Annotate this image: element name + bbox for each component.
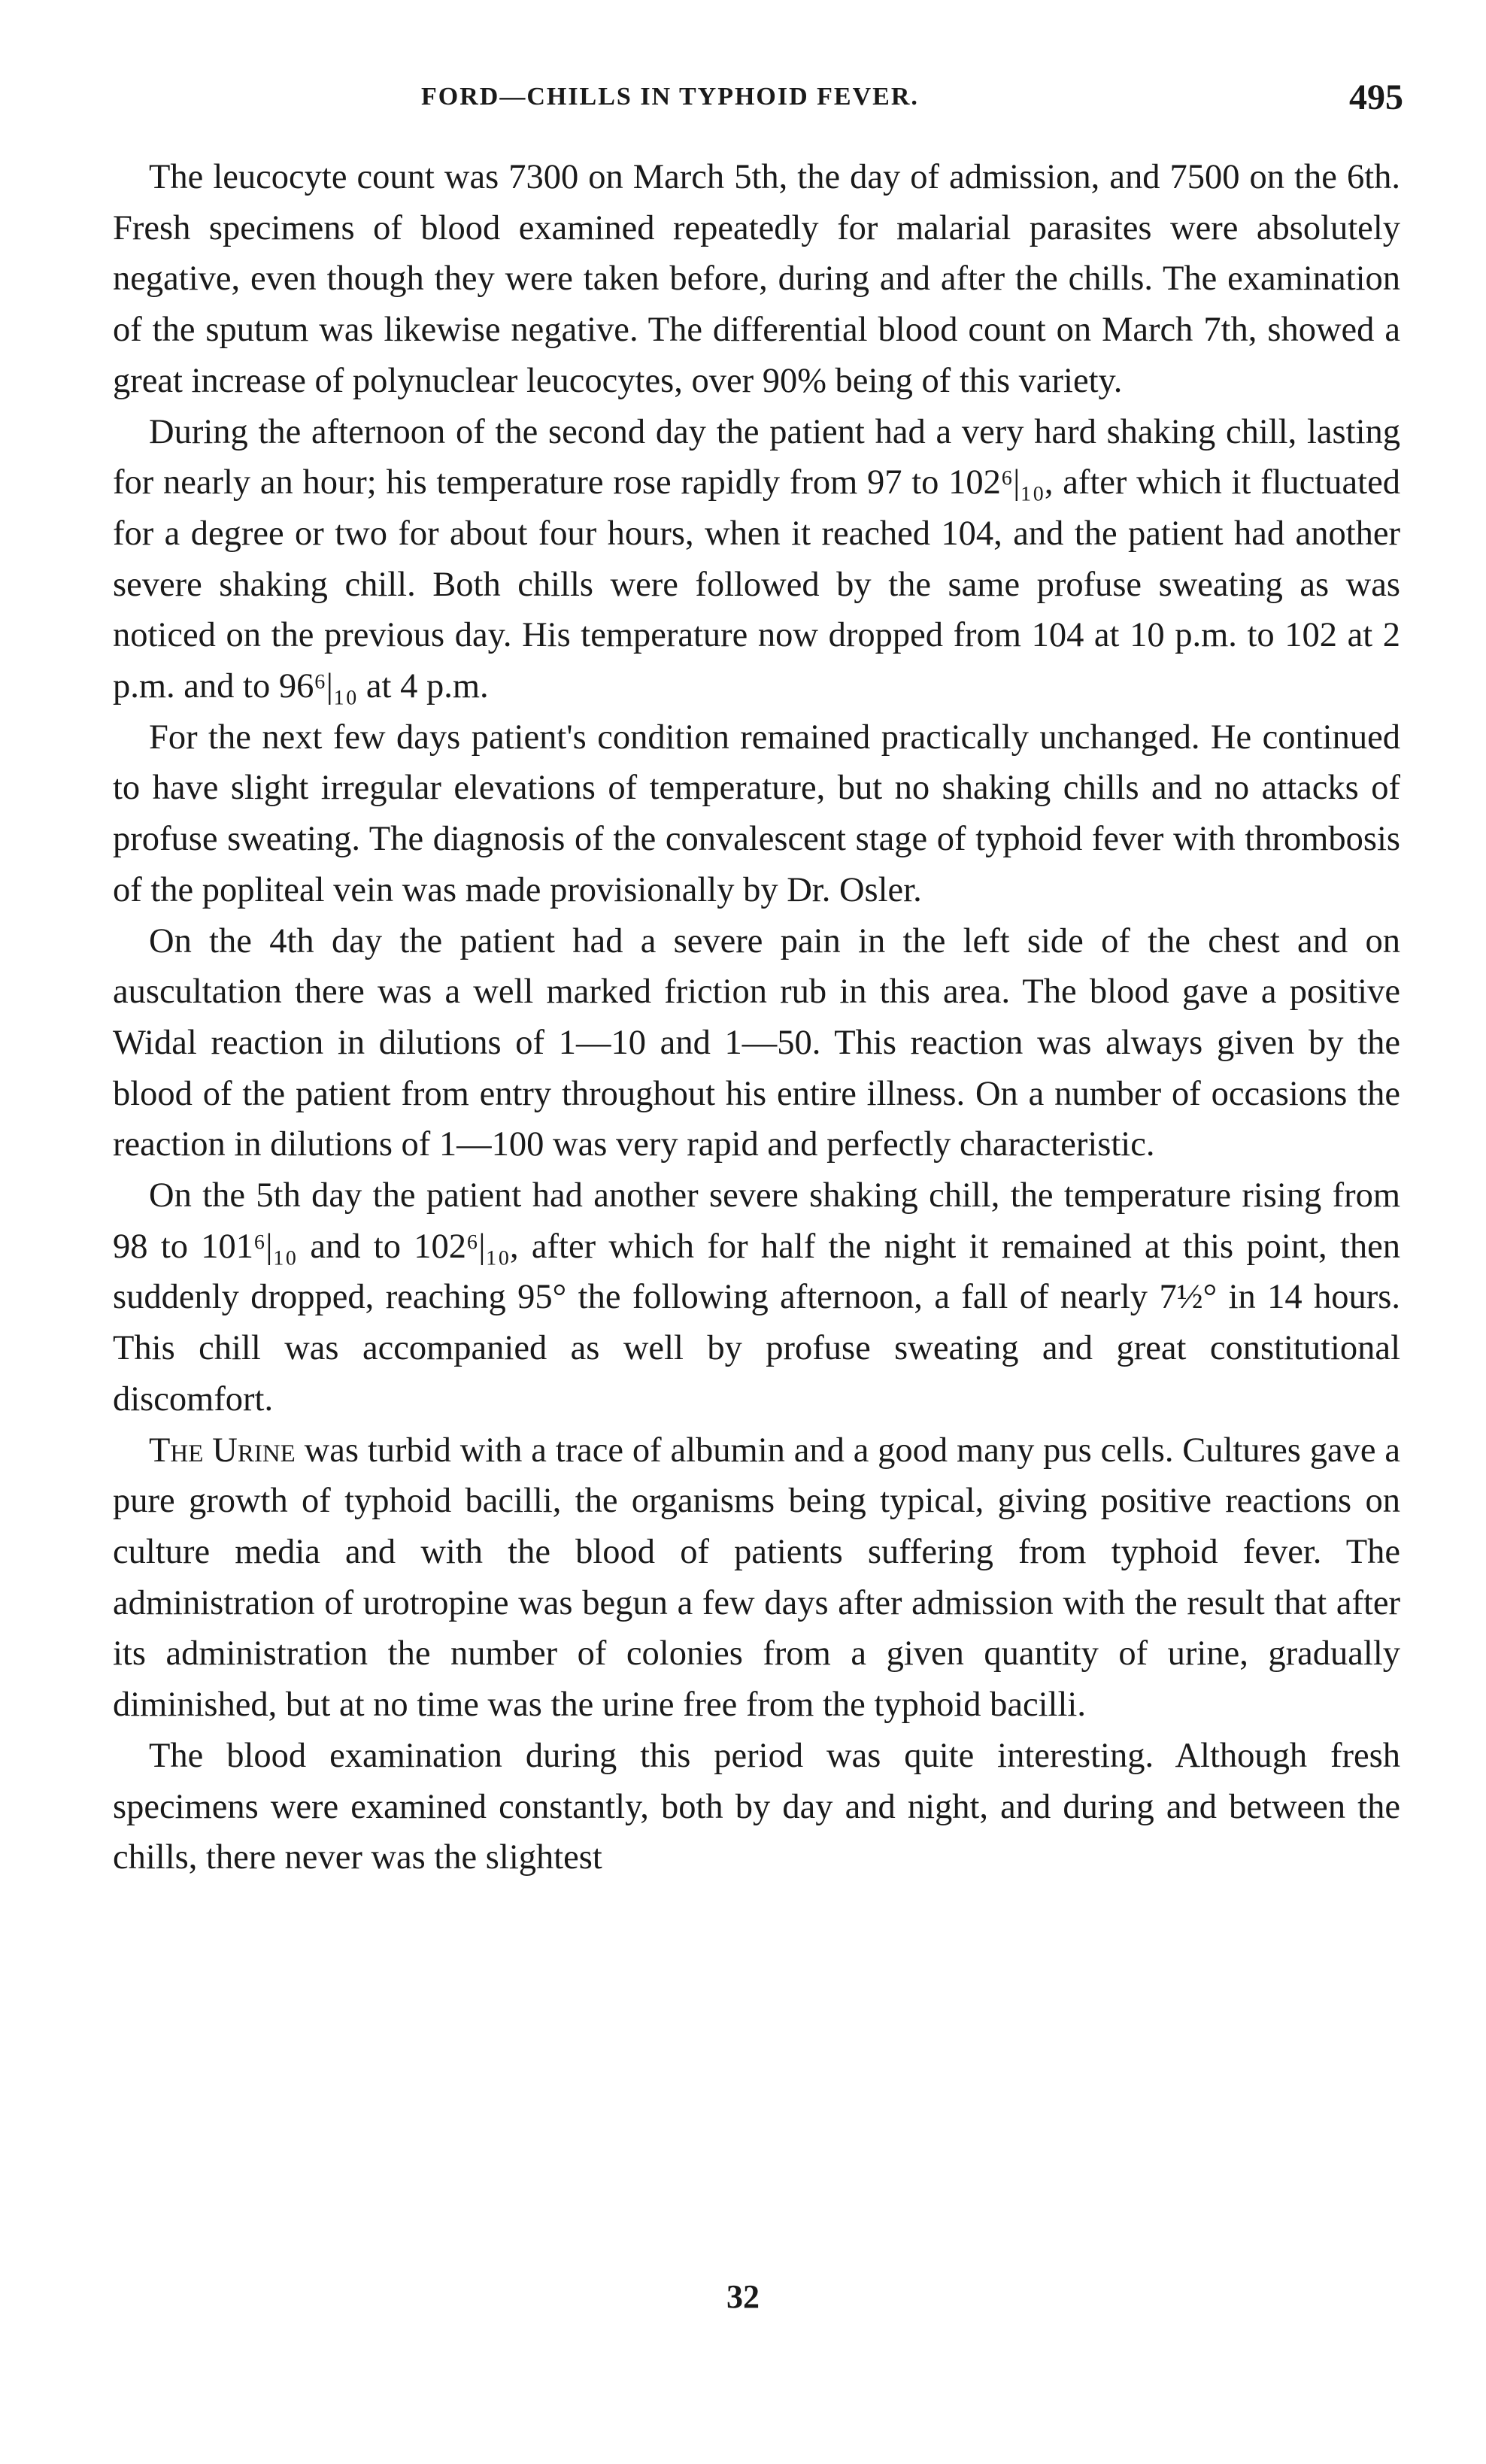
paragraph-next-few-days: For the next few days patient's condition remained practically unchanged. He continued to have slight irregular elevations of temperature, but no shaking chills and no attacks of profuse sweating. The diagnosis of the convalescent stage of typhoid fever with thrombosis of the popliteal vein was made provisionally by Dr. Osler. <box>113 718 1400 909</box>
paragraph-fourth-day: On the 4th day the patient had a severe pain in the left side of the chest and on auscultation there was a well marked friction rub in this area. The blood gave a positive Widal reaction in dilutions of 1—10 and 1—50. This reaction was always given by the blood of the patient from entry throughout his entire illness. On a number of occasions the reaction in dilutions of 1—100 was very rapid and perfectly characteristic. <box>113 921 1400 1164</box>
running-head <box>421 77 1403 122</box>
paragraph-fifth-day: On the 5th day the patient had another severe shaking chill, the temperature rising from 98 to 101⁶|₁₀ and to 102⁶|₁₀, after which for half the night it remained at this point, then suddenly dropped, reaching 95° the following afternoon, a fall of nearly 7½° in 14 hours. This chill was accompanied as well by profuse sweating and great constitutional discomfort. <box>113 1176 1400 1419</box>
signature-mark: 32 <box>726 2278 760 2315</box>
running-title: FORD—CHILLS IN TYPHOID FEVER. <box>421 83 919 111</box>
paragraph-second-day-chill: During the afternoon of the second day the patient had a very hard shaking chill, lasting for nearly an hour; his temperature rose rapidly from 97 to 102⁶|₁₀, after which it fluctuated for a degree or two for about four hours, when it reached 104, and the patient had another severe shaking chill. Both chills were followed by the same profuse sweating as was noticed on the previous day. His temperature now dropped from 104 at 10 p.m. to 102 at 2 p.m. and to 96⁶|₁₀ at 4 p.m. <box>113 412 1400 706</box>
paragraph-blood-examination: The blood examination during this period was quite interesting. Although fresh specimens were examined constantly, both by day and night, and during and between the chills, there never was the slightest <box>113 1736 1400 1877</box>
paragraph-leucocyte-count: The leucocyte count was 7300 on March 5th, the day of admission, and 7500 on the 6th. Fresh specimens of blood examined repeatedly for malarial parasites were absolutely negative, even though they were taken before, during and after the chills. The examination of the sputum was likewise negative. The differential blood count on March 7th, showed a great increase of polynuclear leucocytes, over 90% being of this variety. <box>113 158 1400 400</box>
page-number: 495 <box>1349 77 1403 117</box>
paragraph-urine <box>113 1425 1400 1731</box>
urine-text: was turbid with a trace of albumin and a good many pus cells. Cultures gave a pure growth of typhoid bacilli, the organisms being typical, giving positive reactions on culture media and with the blood of patients suffering from typhoid fever. The administration of urotropine was begun a few days after admission with the result that after its administration the number of colonies from a given quantity of urine, gradually diminished, but at no time was the urine free from the typhoid bacilli. <box>113 1431 1400 1725</box>
body-text <box>113 152 1400 1883</box>
urine-lead-in: The Urine <box>149 1431 296 1470</box>
